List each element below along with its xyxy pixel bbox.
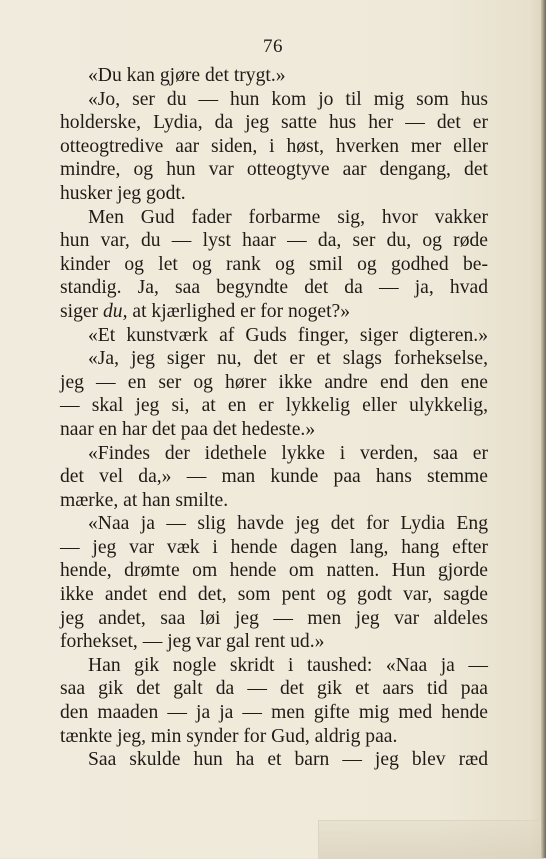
- text-line: mindre, og hun var otteogtyve aar dengang, det: [60, 159, 488, 181]
- text-line: forhekset, — jeg var gal rent ud.»: [60, 631, 325, 653]
- text-line: ikke andet end det, som pent og godt var, sagde: [60, 584, 488, 606]
- text-line: kinder og let og rank og smil og godhed be-: [60, 253, 488, 275]
- text-line: hende, drømte om hende om natten. Hun gjorde: [60, 560, 488, 582]
- text-line: Men Gud fader forbarme sig, hvor vakker: [88, 206, 488, 228]
- text-line: Han gik nogle skridt i taushed: «Naa ja —: [88, 654, 488, 676]
- text-line: tænkte jeg, min synder for Gud, aldrig paa.: [60, 725, 398, 747]
- text-line: mærke, at han smilte.: [60, 489, 229, 511]
- text-fragment: at kjærlighed er for noget?»: [127, 300, 351, 322]
- text-line: otteogtredive aar siden, i høst, hverken mer eller: [60, 135, 488, 157]
- text-fragment: siger: [60, 300, 103, 322]
- text-line: den maaden — ja ja — men gifte mig med hende: [60, 702, 488, 724]
- text-line: jeg andet, saa løi jeg — men jeg var aldeles: [60, 607, 488, 629]
- text-line: hun var, du — lyst haar — da, ser du, og røde: [60, 230, 488, 252]
- emphasis-text: du,: [103, 300, 128, 322]
- text-line: «Et kunstværk af Guds finger, siger digteren.»: [88, 324, 488, 346]
- body-text: [60, 64, 488, 772]
- page-number: 76: [263, 36, 283, 57]
- text-line: jeg — en ser og hører ikke andre end den ene: [60, 371, 488, 393]
- page-shadow: [318, 820, 544, 859]
- text-line: «Jo, ser du — hun kom jo til mig som hus: [88, 88, 488, 110]
- text-line: holderske, Lydia, da jeg satte hus her — det er: [60, 112, 488, 134]
- text-line: det vel da,» — man kunde paa hans stemme: [60, 466, 488, 488]
- text-line: «Naa ja — slig havde jeg det for Lydia Eng: [88, 513, 488, 535]
- text-line: [60, 300, 488, 324]
- text-line: Saa skulde hun ha et barn — jeg blev ræd: [88, 749, 488, 771]
- text-line: naar en har det paa det hedeste.»: [60, 418, 316, 440]
- text-line: — skal jeg si, at en er lykkelig eller ulykkelig,: [60, 395, 488, 417]
- text-line: husker jeg godt.: [60, 182, 186, 204]
- text-line: saa gik det galt da — det gik et aars tid paa: [60, 678, 488, 700]
- text-line: «Ja, jeg siger nu, det er et slags forhekselse,: [88, 348, 488, 370]
- text-line: — jeg var væk i hende dagen lang, hang efter: [60, 536, 488, 558]
- text-line: standig. Ja, saa begyndte det da — ja, hvad: [60, 277, 488, 299]
- page-edge: [541, 0, 546, 858]
- text-line: «Findes der idethele lykke i verden, saa er: [88, 442, 488, 464]
- text-line: «Du kan gjøre det trygt.»: [88, 65, 286, 86]
